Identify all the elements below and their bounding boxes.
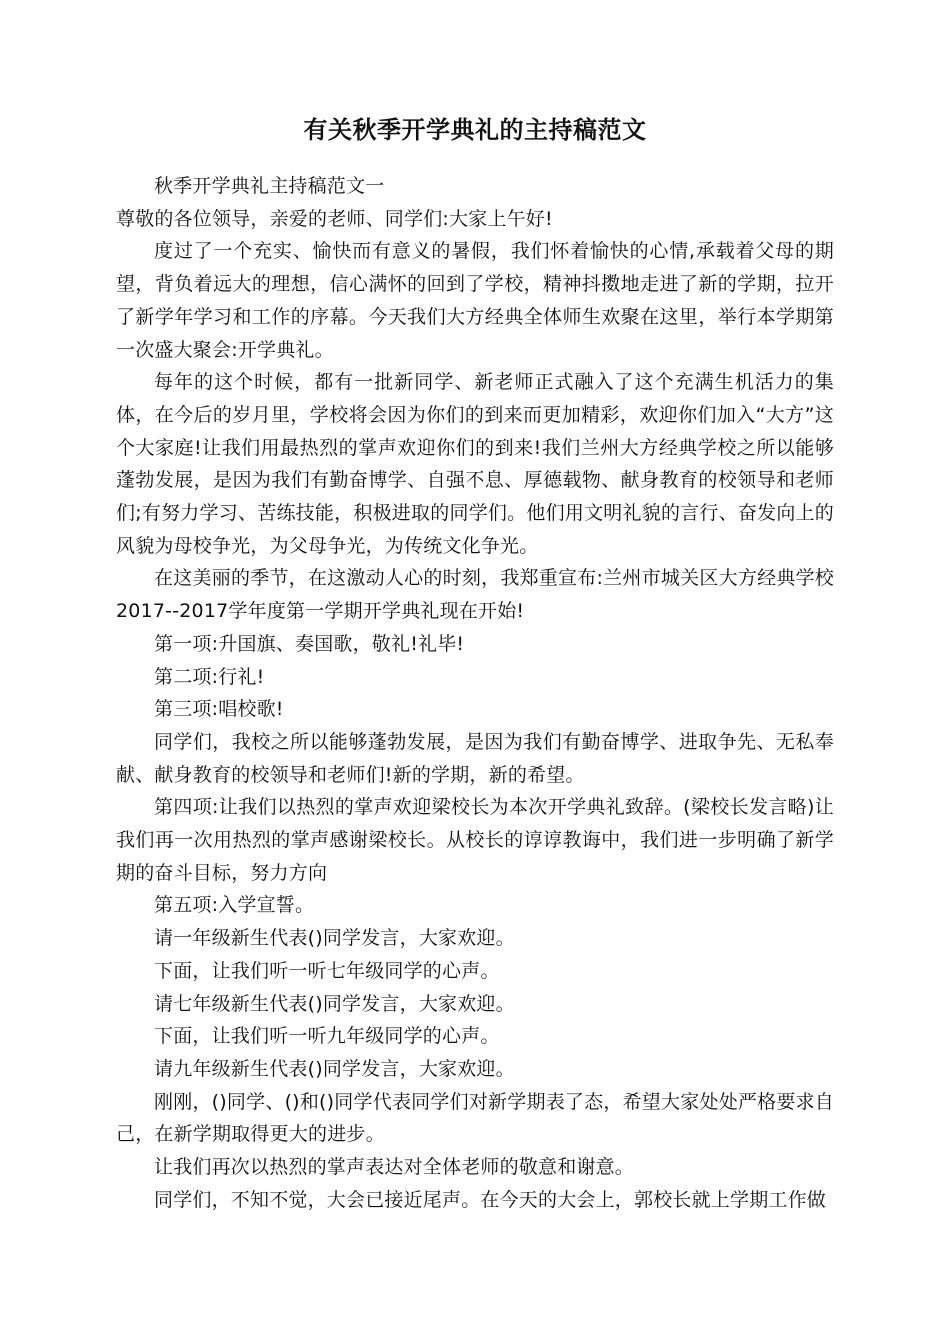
- paragraph: 刚刚，()同学、()和()同学代表同学们对新学期表了态，希望大家处处严格要求自己，在新学期取得更大的进步。: [116, 1090, 834, 1146]
- paragraph: 第四项:让我们以热烈的掌声欢迎梁校长为本次开学典礼致辞。(梁校长发言略)让我们再一次用热烈的掌声感谢梁校长。从校长的谆谆教诲中，我们进一步明确了新学期的奋斗目标，努力方向: [116, 796, 834, 884]
- paragraph: 第三项:唱校歌!: [154, 698, 284, 721]
- paragraph: 下面，让我们听一听七年级同学的心声。: [154, 959, 500, 982]
- paragraph: 第五项:入学宣誓。: [154, 894, 315, 917]
- paragraph: 请七年级新生代表()同学发言，大家欢迎。: [154, 992, 515, 1015]
- paragraph: 在这美丽的季节，在这激动人心的时刻，我郑重宣布:兰州市城关区大方经典学校2017--2017学年度第一学期开学典礼现在开始!: [116, 567, 834, 623]
- document-title: 有关秋季开学典礼的主持稿范文: [303, 116, 647, 144]
- paragraph: 下面，让我们听一听九年级同学的心声。: [154, 1025, 500, 1048]
- paragraph: 同学们，不知不觉，大会已接近尾声。在今天的大会上，郭校长就上学期工作做: [154, 1188, 827, 1211]
- paragraph: 尊敬的各位领导，亲爱的老师、同学们:大家上午好!: [116, 207, 553, 230]
- paragraph: 每年的这个时候，都有一批新同学、新老师正式融入了这个充满生机活力的集体，在今后的岁月里，学校将会因为你们的到来而更加精彩，欢迎你们加入“大方”这个大家庭!让我们用最热烈的掌声欢迎你们的到来!我们兰州大方经典学校之所以能够蓬勃发展，是因为我们有勤奋博学、自强不息、厚德载物、献身教育的校领导和老师们;有努力学习、苦练技能，积极进取的同学们。他们用文明礼貌的言行、奋发向上的风貌为母校争光，为父母争光，为传统文化争光。: [116, 371, 834, 557]
- paragraph: 同学们，我校之所以能够蓬勃发展，是因为我们有勤奋博学、进取争先、无私奉献、献身教育的校领导和老师们!新的学期，新的希望。: [116, 730, 834, 786]
- paragraph: 第二项:行礼!: [154, 665, 265, 688]
- paragraph: 秋季开学典礼主持稿范文一: [154, 175, 385, 197]
- paragraph: 让我们再次以热烈的掌声表达对全体老师的敬意和谢意。: [154, 1156, 635, 1179]
- paragraph: 请一年级新生代表()同学发言，大家欢迎。: [154, 927, 515, 950]
- document-body: [116, 170, 834, 1217]
- paragraph: 第一项:升国旗、奏国歌，敬礼!礼毕!: [154, 632, 465, 655]
- paragraph: 请九年级新生代表()同学发言，大家欢迎。: [154, 1057, 515, 1080]
- paragraph: 度过了一个充实、愉快而有意义的暑假，我们怀着愉快的心情,承载着父母的期望，背负着远大的理想，信心满怀的回到了学校，精神抖擞地走进了新的学期，拉开了新学年学习和工作的序幕。今天我们大方经典全体师生欢聚在这里，举行本学期第一次盛大聚会:开学典礼。: [116, 240, 834, 361]
